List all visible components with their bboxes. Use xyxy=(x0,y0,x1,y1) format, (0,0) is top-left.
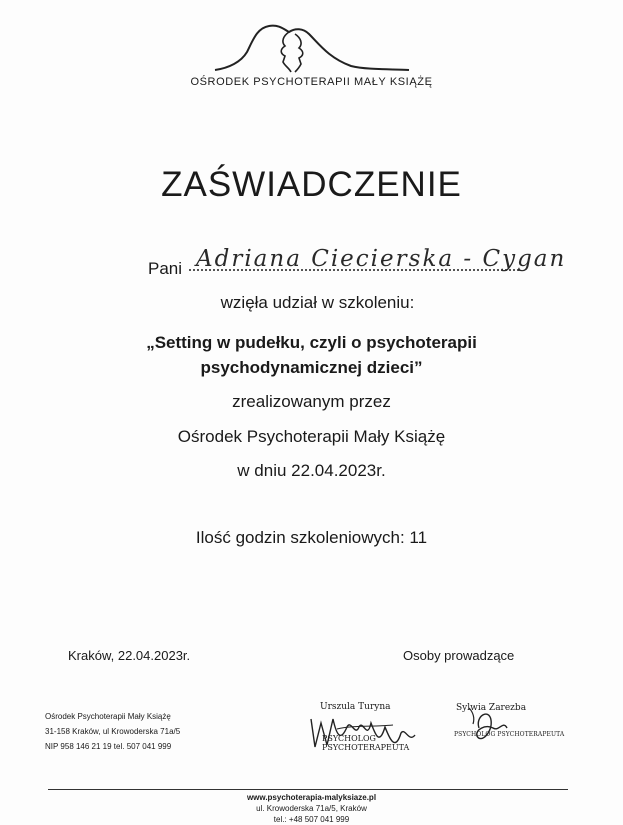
course-title-line-2: psychodynamicznej dzieci” xyxy=(200,358,423,377)
organizer-name: Ośrodek Psychoterapii Mały Książę xyxy=(177,427,446,446)
course-title-line-1: „Setting w pudełku, czyli o psychoterapii xyxy=(146,333,477,352)
address-line-2: 31-158 Kraków, ul Krowoderska 71a/5 xyxy=(45,727,181,736)
stamp-zarezba xyxy=(445,698,575,750)
footer-phone: tel.: +48 507 041 999 xyxy=(273,815,350,824)
recipient-prefix: Pani xyxy=(148,259,183,278)
stamp-name: Sylwia Zarezba xyxy=(456,703,527,713)
little-prince-hat-icon xyxy=(207,22,417,76)
logo-text: OŚRODEK PSYCHOTERAPII MAŁY KSIĄŻĘ xyxy=(190,76,433,88)
place-and-date: Kraków, 22.04.2023r. xyxy=(68,648,191,663)
footer-address: ul. Krowoderska 71a/5, Kraków xyxy=(256,804,367,813)
training-hours: Ilość godzin szkoleniowych: 11 xyxy=(195,528,428,547)
document-title: ZAŚWIADCZENIE xyxy=(161,165,462,204)
logo xyxy=(0,22,623,76)
signature-turyna xyxy=(297,697,427,759)
footer-website: www.psychoterapia-malyksiaze.pl xyxy=(246,793,377,802)
training-date: w dniu 22.04.2023r. xyxy=(237,461,386,480)
address-line-3: NIP 958 146 21 19 tel. 507 041 999 xyxy=(45,742,172,751)
recipient-row xyxy=(148,246,567,284)
leaders-label: Osoby prowadzące xyxy=(403,648,515,663)
recipient-name: Adriana Ciecierska - Cygan xyxy=(196,246,567,272)
stamp-role: PSYCHOLOG PSYCHOTERAPEUTA xyxy=(322,734,410,752)
address-line-1: Ośrodek Psychoterapii Mały Książę xyxy=(45,712,171,721)
stamp-role: PSYCHOLOG PSYCHOTERAPEUTA xyxy=(454,731,565,738)
footer-divider xyxy=(48,789,568,790)
signature-zarezba xyxy=(445,698,575,750)
participation-text: wzięła udział w szkoleniu: xyxy=(220,293,415,312)
organizer-label: zrealizowanym przez xyxy=(232,392,391,411)
stamp-name: Urszula Turyna xyxy=(320,702,391,712)
stamp-turyna xyxy=(297,697,427,759)
